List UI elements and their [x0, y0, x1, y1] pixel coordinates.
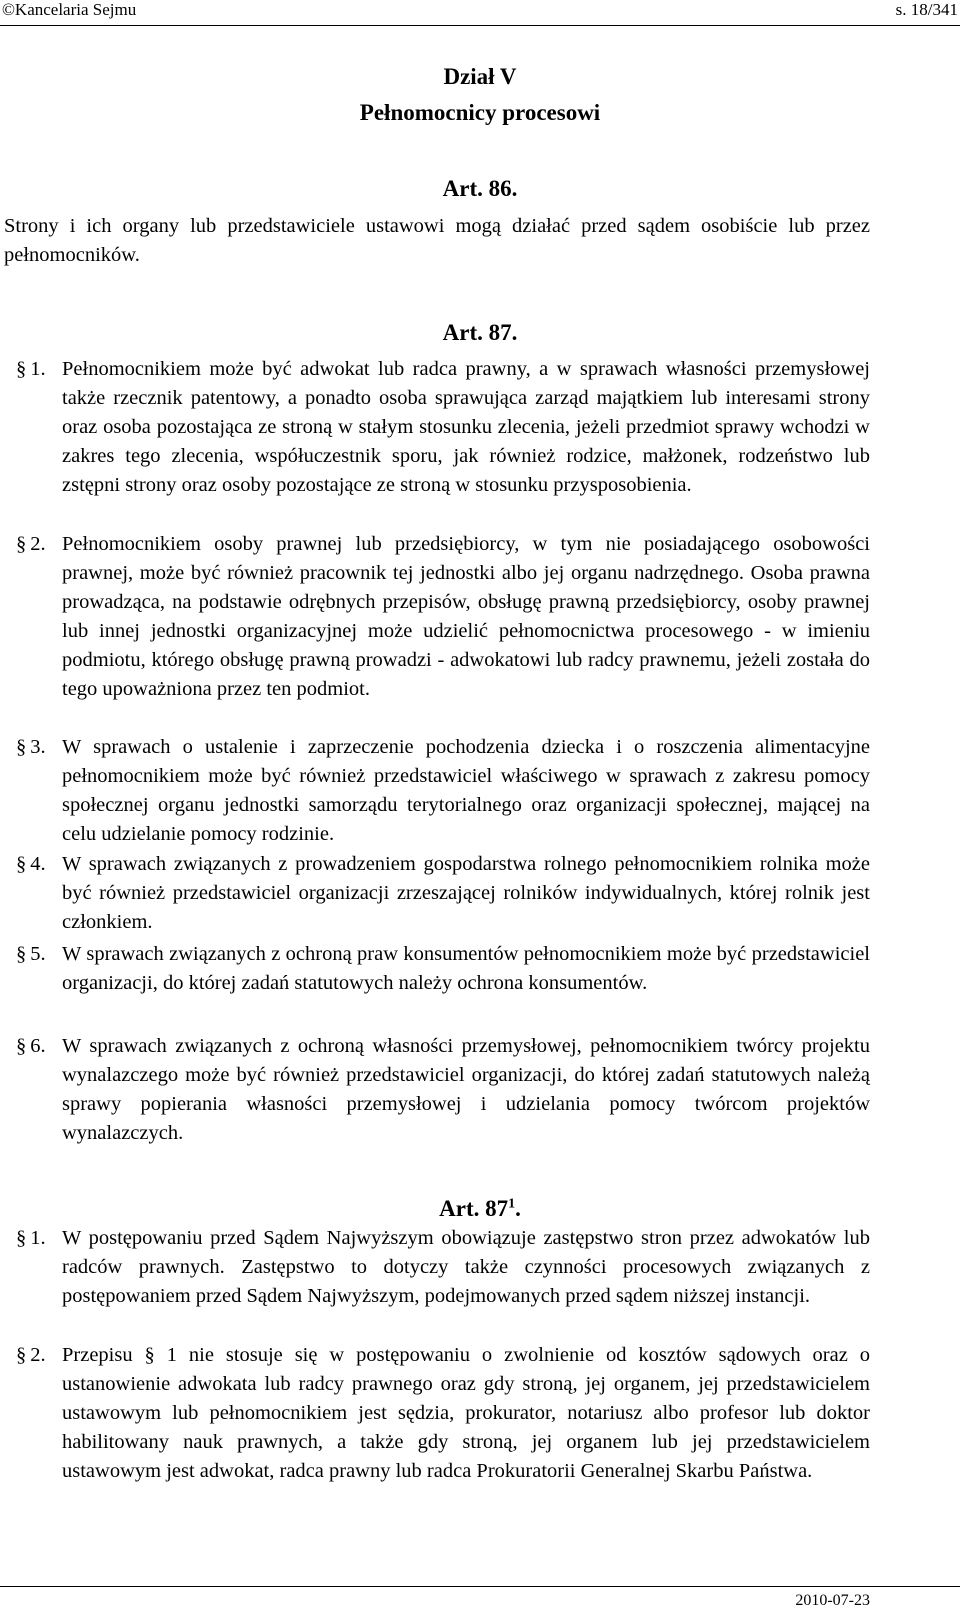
art-87-sec-4-marker: § 4.: [16, 853, 46, 875]
art-87-sec-3-text: W sprawach o ustalenie i zaprzeczenie pochodzenia dziecka i o roszczenia alimentacyjne pełnomocnikiem może być również przedstawiciel właściwego w sprawach z zakresu pomocy społecznej organu jednostki samorządu terytorialnego oraz organizacji społecznej, mającej na celu udzielanie pomocy rodzinie.: [62, 736, 870, 845]
art-87-sec-1-text: Pełnomocnikiem może być adwokat lub radca prawny, a w sprawach własności przemysłowej także rzecznik patentowy, a ponadto osoba sprawująca zarząd majątkiem lub interesami strony oraz osoba pozostająca ze stroną w stałym stosunku zlecenia, jeżeli przedmiot sprawy wchodzi w zakres tego zlecenia, współuczestnik sporu, jak również rodzice, małżonek, rodzeństwo lub zstępni strony oraz osoby pozostające ze stroną w stosunku przysposobienia.: [62, 358, 870, 496]
art-87-1-sec-2-marker: § 2.: [16, 1344, 46, 1366]
art-87-sec-3-marker: § 3.: [16, 736, 46, 758]
art-87-sec-6-text: W sprawach związanych z ochroną własności przemysłowej, pełnomocnikiem twórcy projektu wynalazczego może być również przedstawiciel organizacji, do której zadań statutowych należą sprawy popierania własności przemysłowej i udzielania pomocy twórcom projektów wynalazczych.: [62, 1035, 870, 1144]
page-header: [0, 0, 960, 28]
art-86-text: Strony i ich organy lub przedstawiciele ustawowi mogą działać przed sądem osobiście lub przez pełnomocników.: [4, 215, 870, 266]
art-87-sec-1-marker: § 1.: [16, 358, 46, 380]
header-page-number: s. 18/341: [895, 0, 958, 19]
art-87-sec-2-text: Pełnomocnikiem osoby prawnej lub przedsiębiorcy, w tym nie posiadającego osobowości prawnej, może być również pracownik tej jednostki albo jej organu nadrzędnego. Osoba prawna prowadząca, na podstawie odrębnych przepisów, obsługę prawną przedsiębiorcy, osoby prawnej lub innej jednostki organizacyjnej może udzielić pełnomocnictwa procesowego - w imieniu podmiotu, którego obsługę prawną prowadzi - adwokatowi lub radcy prawnemu, jeżeli została do tego upoważniona przez ten podmiot.: [62, 533, 870, 700]
art-87-1-sec-1-text: W postępowaniu przed Sądem Najwyższym obowiązuje zastępstwo stron przez adwokatów lub radców prawnych. Zastępstwo to dotyczy także czynności procesowych związanych z postępowaniem przed Sądem Najwyższym, podejmowanych przed sądem niższej instancji.: [62, 1227, 870, 1307]
art-87-sec-2-marker: § 2.: [16, 533, 46, 555]
art-87-1-label: Art. $87^1$.: [439, 1196, 521, 1221]
header-source: ©Kancelaria Sejmu: [2, 0, 137, 19]
art-87-1-sec-1-marker: § 1.: [16, 1227, 46, 1249]
art-87-1-sec-2-text: Przepisu § 1 nie stosuje się w postępowaniu o zwolnienie od kosztów sądowych oraz o ustanowienie adwokata lub radcy prawnego oraz gdy stroną, jej organem, jej przedstawicielem ustawowym lub pełnomocnikiem jest sędzia, prokurator, notariusz albo profesor lub doktor habilitowany nauk prawnych, a także gdy stroną, jej organem lub jej przedstawicielem ustawowym jest adwokat, radca prawny lub radca Prokuratorii Generalnej Skarbu Państwa.: [62, 1344, 870, 1482]
footer-date: 2010-07-23: [795, 1592, 870, 1609]
art-87-1-superscript: 1: [508, 1196, 516, 1212]
art-86-label: Art. 86.: [442, 176, 518, 201]
art-87-sec-4-text: W sprawach związanych z prowadzeniem gospodarstwa rolnego pełnomocnikiem rolnika może być również przedstawiciel organizacji zrzeszającej rolników indywidualnych, której rolnik jest członkiem.: [62, 853, 870, 933]
dzial-subtitle: Pełnomocnicy procesowi: [359, 100, 601, 125]
art-87-sec-5-text: W sprawach związanych z ochroną praw konsumentów pełnomocnikiem może być przedstawiciel organizacji, do której zadań statutowych należy ochrona konsumentów.: [62, 943, 870, 994]
dzial-title: Dział V: [443, 64, 517, 89]
footer-rule: [0, 1586, 960, 1587]
art-87-sec-6-marker: § 6.: [16, 1035, 46, 1057]
header-rule: [0, 25, 960, 26]
page-footer: [0, 1586, 960, 1616]
art-87-sec-5-marker: § 5.: [16, 943, 46, 965]
art-87-label: Art. 87.: [442, 320, 518, 345]
